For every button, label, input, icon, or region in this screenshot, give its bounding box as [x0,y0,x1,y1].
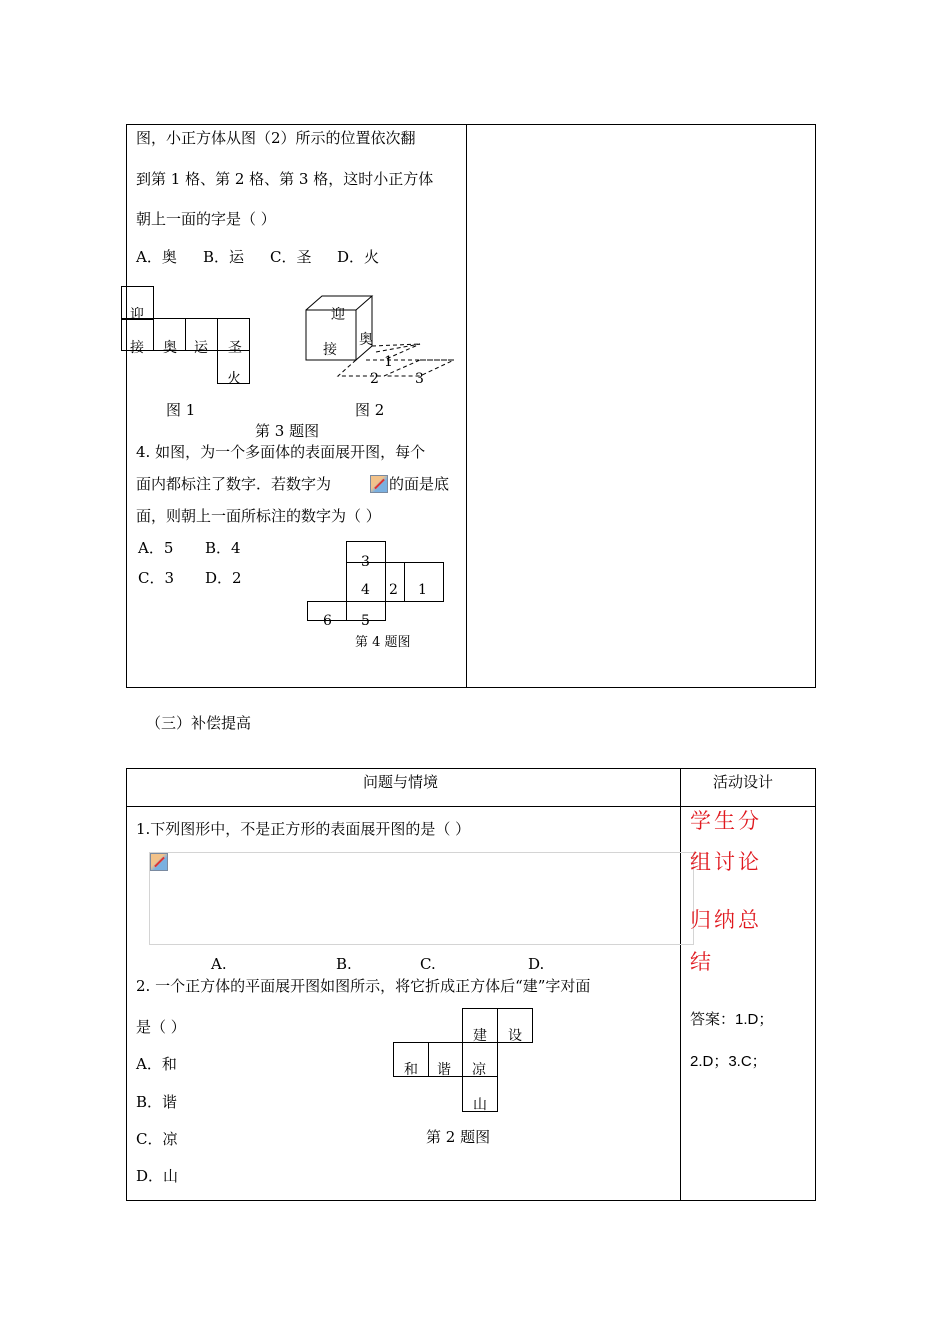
fig2-label-ao: 奥 [359,332,373,348]
q4-label-1: 1 [418,582,427,598]
table2-top-border [126,768,816,769]
q4-option-d: D．2 [205,569,242,587]
answer-line-1: 答案：1.D； [690,1011,774,1028]
q3-line-3: 朝上一面的字是（ ） [136,210,276,228]
table2-header-divider [126,806,816,807]
fig2-caption: 图 2 [355,401,385,419]
net-label-he: 和 [404,1062,418,1078]
activity-line-1: 学生分 [690,809,762,833]
q4-line-3: 面，则朝上一面所标注的数字为（ ） [136,507,381,525]
q4-label-2: 2 [389,582,398,598]
net-label-shan: 山 [473,1097,487,1113]
q4-line-2b: 的面是底 [389,475,450,493]
q3-figure-caption: 第 3 题图 [255,422,320,440]
t2-q1-option-c: C. [420,955,436,973]
table2-header-right: 活动设计 [713,773,774,791]
fig1-label-ying: 迎 [130,307,144,323]
q3-option-b: B．运 [203,248,245,266]
fig2-label-2: 2 [370,371,379,387]
fig2-cube-drawing [300,290,460,390]
fig2-label-ying: 迎 [331,307,345,323]
table2-middle-border [680,768,681,1200]
t2-q1-text: 1.下列图形中，不是正方形的表面展开图的是（ ） [136,820,471,838]
q4-caption: 第 4 题图 [355,635,411,650]
net-label-she: 设 [508,1028,522,1044]
q4-label-3: 3 [361,554,370,570]
q4-line-2a: 面内都标注了数字．若数字为 [136,475,332,493]
table1-bottom-border [126,687,816,688]
fig1-label-yun: 运 [194,340,208,356]
t2-q2-line-1: 2. 一个正方体的平面展开图如图所示，将它折成正方体后“建”字对面 [136,977,591,995]
q3-line-2: 到第 1 格、第 2 格、第 3 格，这时小正方体 [136,170,434,188]
activity-line-2: 组讨论 [690,850,762,874]
fig2-label-3: 3 [415,371,424,387]
t2-q2-line-2: 是（ ） [136,1018,186,1036]
fig1-caption: 图 1 [166,401,196,419]
fig2-label-1: 1 [384,354,393,370]
t2-q1-option-a: A. [211,955,227,973]
q3-option-a: A．奥 [136,248,177,266]
table1-right-border [815,124,816,687]
net-label-xie: 谐 [437,1062,451,1078]
t2-q2-caption: 第 2 题图 [426,1128,491,1146]
q3-option-c: C．圣 [270,248,312,266]
t2-q1-image-frame [149,852,694,945]
t2-q2-option-b: B．谐 [136,1093,178,1111]
fig2-label-jie: 接 [323,342,337,358]
fig1-label-ao: 奥 [163,340,177,356]
answer-line-2: 2.D；3.C； [690,1053,767,1070]
t2-q2-option-c: C．凉 [136,1130,178,1148]
table2-header-left: 问题与情境 [363,773,439,791]
q4-option-a: A．5 [138,539,174,557]
net-label-liang: 凉 [472,1062,486,1078]
q4-label-4: 4 [361,582,370,598]
q4-option-c: C．3 [138,569,175,587]
activity-line-4: 结 [690,950,714,974]
q4-option-b: B．4 [205,539,241,557]
t2-q1-option-b: B. [336,955,352,973]
table2-left-border [126,768,127,1200]
q3-option-d: D．火 [337,248,380,266]
q4-label-5: 5 [361,613,370,629]
q3-line-1: 图，小正方体从图（2）所示的位置依次翻 [136,129,416,147]
table2-bottom-border [126,1200,816,1201]
table1-top-border [126,124,816,125]
fig1-label-sheng: 圣 [228,340,242,356]
q4-label-6: 6 [323,613,332,629]
table1-middle-border [466,124,467,687]
net-label-jian: 建 [473,1028,487,1044]
table2-right-border [815,768,816,1200]
t2-q2-option-a: A．和 [136,1055,177,1073]
activity-line-3: 归纳总 [690,908,762,932]
t2-q2-option-d: D．山 [136,1167,179,1185]
section-title: （三）补偿提高 [146,714,252,732]
fig1-label-jie: 接 [130,340,144,356]
broken-image-icon [370,475,388,493]
t2-q1-option-d: D. [528,955,545,973]
fig1-label-huo: 火 [227,371,241,387]
q4-line-1: 4. 如图，为一个多面体的表面展开图，每个 [136,443,426,461]
table1-left-border [126,124,127,687]
